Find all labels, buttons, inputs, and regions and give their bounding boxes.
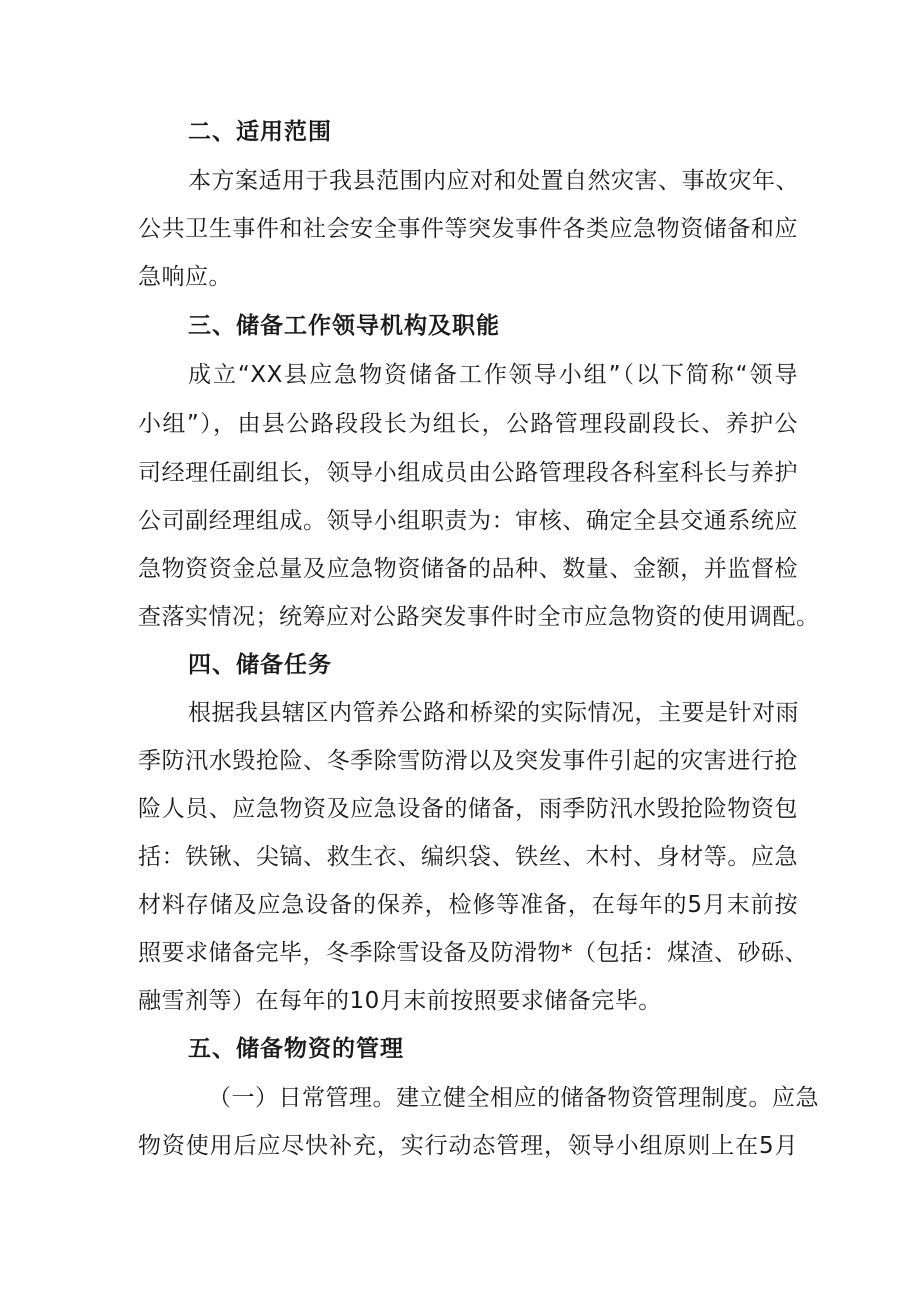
section-4-line-5: 材料存储及应急设备的保养，检修等准备，在每年的5月末前按 [138, 892, 798, 918]
section-3-heading: 三、储备工作领导机构及职能 [188, 313, 500, 339]
section-4-line-4: 括：铁锹、尖镐、救生衣、编织袋、铁丝、木村、身材等。应急 [138, 844, 798, 870]
section-4-line-1: 根据我县辖区内管养公路和桥梁的实际情况，主要是针对雨 [188, 700, 799, 726]
section-3-line-3: 司经理任副组长，领导小组成员由公路管理段各科室科长与养护 [138, 460, 798, 486]
section-2-line-1: 本方案适用于我县范围内应对和处置自然灾害、事故灾年、 [188, 168, 799, 194]
section-3-line-1: 成立“XX县应急物资储备工作领导小组”（以下简称“领导 [188, 362, 798, 388]
section-2-heading: 二、适用范围 [188, 119, 332, 145]
section-4-heading: 四、储备任务 [188, 652, 332, 678]
section-4-line-6: 照要求储备完毕，冬季除雪设备及防滑物*（包括：煤渣、砂砾、 [138, 940, 808, 966]
section-4-line-2: 季防汛水毁抢险、冬季除雪防滑以及突发事件引起的灾害进行抢 [138, 748, 798, 774]
section-3-line-6: 查落实情况；统筹应对公路突发事件时全市应急物资的使用调配。 [138, 604, 820, 630]
section-4-line-7: 融雪剂等）在每年的10月末前按照要求储备完毕。 [138, 988, 662, 1014]
section-2-line-2: 公共卫生事件和社会安全事件等突发事件各类应急物资储备和应 [138, 216, 798, 242]
section-2-line-3: 急响应。 [138, 264, 232, 290]
section-3-line-5: 急物资资金总量及应急物资储备的品种、数量、金额，并监督检 [138, 556, 798, 582]
section-5-line-2: 物资使用后应尽快补充，实行动态管理，领导小组原则上在5月 [138, 1133, 798, 1159]
section-4-line-3: 险人员、应急物资及应急设备的储备，雨季防汛水毁抢险物资包 [138, 796, 798, 822]
section-5-line-1: （一）日常管理。建立健全相应的储备物资管理制度。应急 [208, 1085, 819, 1111]
section-5-heading: 五、储备物资的管理 [188, 1036, 404, 1062]
section-3-line-2: 小组”），由县公路段段长为组长，公路管理段副段长、养护公 [138, 411, 798, 437]
section-3-line-4: 公司副经理组成。领导小组职责为：审核、确定全县交通系统应 [138, 508, 798, 534]
